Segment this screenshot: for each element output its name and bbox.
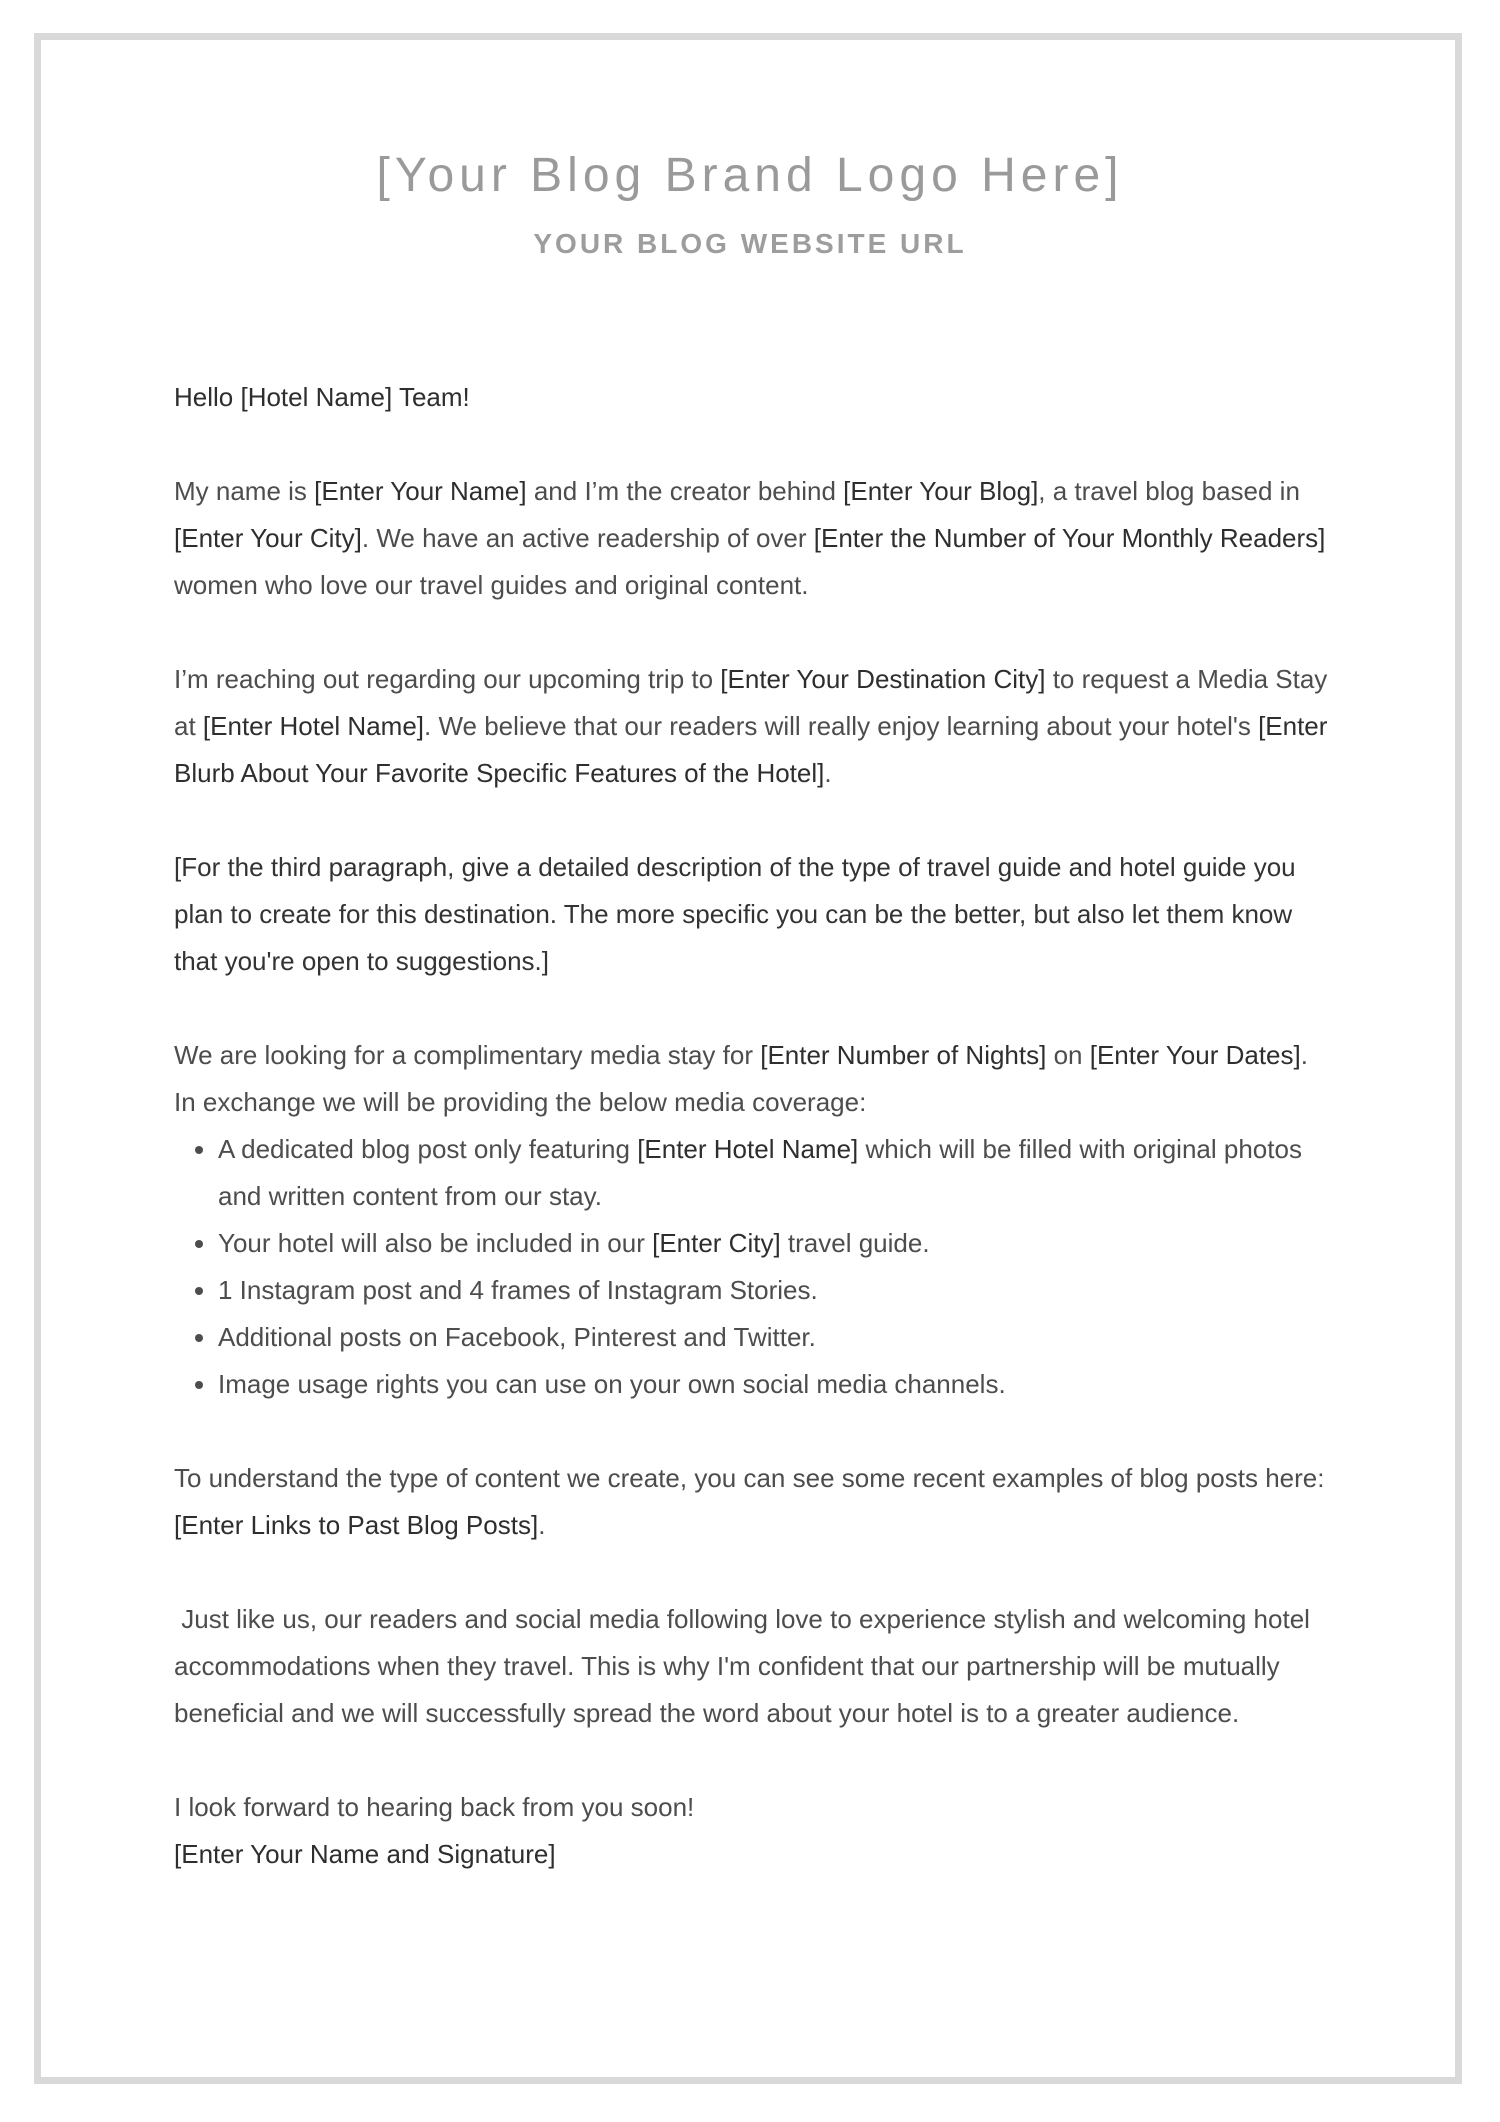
placeholder-links: [Enter Links to Past Blog Posts] (174, 1510, 539, 1540)
text: To understand the type of content we create, you can see some recent examples of blog posts here: (174, 1463, 1325, 1493)
placeholder-hotel-name: [Enter Hotel Name] (202, 711, 425, 741)
exchange-line: In exchange we will be providing the below media coverage: (174, 1087, 867, 1117)
list-item: • Additional posts on Facebook, Pinterest and Twitter. (218, 1314, 1330, 1361)
text: , a travel blog based in (1038, 476, 1300, 506)
coverage-list (174, 1126, 1330, 1408)
text: My name is (174, 476, 315, 506)
text: and I’m the creator behind (526, 476, 844, 506)
list-item (218, 1126, 1330, 1220)
placeholder-destination: [Enter Your Destination City] (720, 664, 1046, 694)
placeholder-features: [Enter Blurb About Your Favorite Specific Features of the Hotel] (174, 711, 1328, 788)
list-item (218, 1220, 1330, 1267)
text: . We believe that our readers will really enjoy learning about your hotel's (424, 711, 1259, 741)
placeholder-city: [Enter Your City] (174, 523, 362, 553)
signature-placeholder: [Enter Your Name and Signature] (174, 1839, 556, 1869)
placeholder-readers: [Enter the Number of Your Monthly Readers] (813, 523, 1326, 553)
list-item: • 1 Instagram post and 4 frames of Instagram Stories. (218, 1267, 1330, 1314)
list-item: • Image usage rights you can use on your own social media channels. (218, 1361, 1330, 1408)
blog-logo: [Your Blog Brand Logo Here] (376, 149, 1124, 202)
text: Your hotel will also be included in our (218, 1228, 653, 1258)
paragraph-examples (174, 1455, 1330, 1549)
text: . (538, 1510, 546, 1540)
letter-body (174, 374, 1330, 1878)
placeholder-dates: [Enter Your Dates] (1089, 1040, 1301, 1070)
paragraph-request (174, 656, 1330, 797)
text: . We have an active readership of over (361, 523, 814, 553)
closing-line: I look forward to hearing back from you soon! (174, 1792, 695, 1822)
placeholder-blog: [Enter Your Blog] (843, 476, 1039, 506)
text: . (1300, 1040, 1308, 1070)
text: on (1046, 1040, 1090, 1070)
placeholder-hotel-name: [Enter Hotel Name] (637, 1134, 859, 1164)
text: to request a Media Stay at (174, 664, 1328, 741)
text: which will be filled with original photos and written content from our stay. (218, 1134, 1302, 1211)
paragraph-intro (174, 468, 1330, 609)
text: women who love our travel guides and original content. (174, 570, 809, 600)
paragraph-confidence: Just like us, our readers and social media following love to experience stylish and welcoming hotel accommodations when they travel. This is why I'm confident that our partnership will be mutually beneficial and we will successfully spread the word about your hotel is to a greater audience. (174, 1604, 1318, 1728)
text: I’m reaching out regarding our upcoming trip to (174, 664, 721, 694)
placeholder-name: [Enter Your Name] (314, 476, 527, 506)
paragraph-instructions: [For the third paragraph, give a detailed description of the type of travel guide and hotel guide you plan to create for this destination. The more specific you can be the better, but also let them know that you're open to suggestions.] (174, 852, 1296, 976)
placeholder-nights: [Enter Number of Nights] (760, 1040, 1047, 1070)
greeting: Hello [Hotel Name] Team! (174, 382, 470, 412)
paragraph-stay (174, 1032, 1330, 1079)
text: A dedicated blog post only featuring (218, 1134, 638, 1164)
text: . (824, 758, 832, 788)
text: We are looking for a complimentary media stay for (174, 1040, 761, 1070)
text: travel guide. (780, 1228, 930, 1258)
placeholder-city: [Enter City] (652, 1228, 781, 1258)
blog-url: YOUR BLOG WEBSITE URL (533, 228, 967, 259)
